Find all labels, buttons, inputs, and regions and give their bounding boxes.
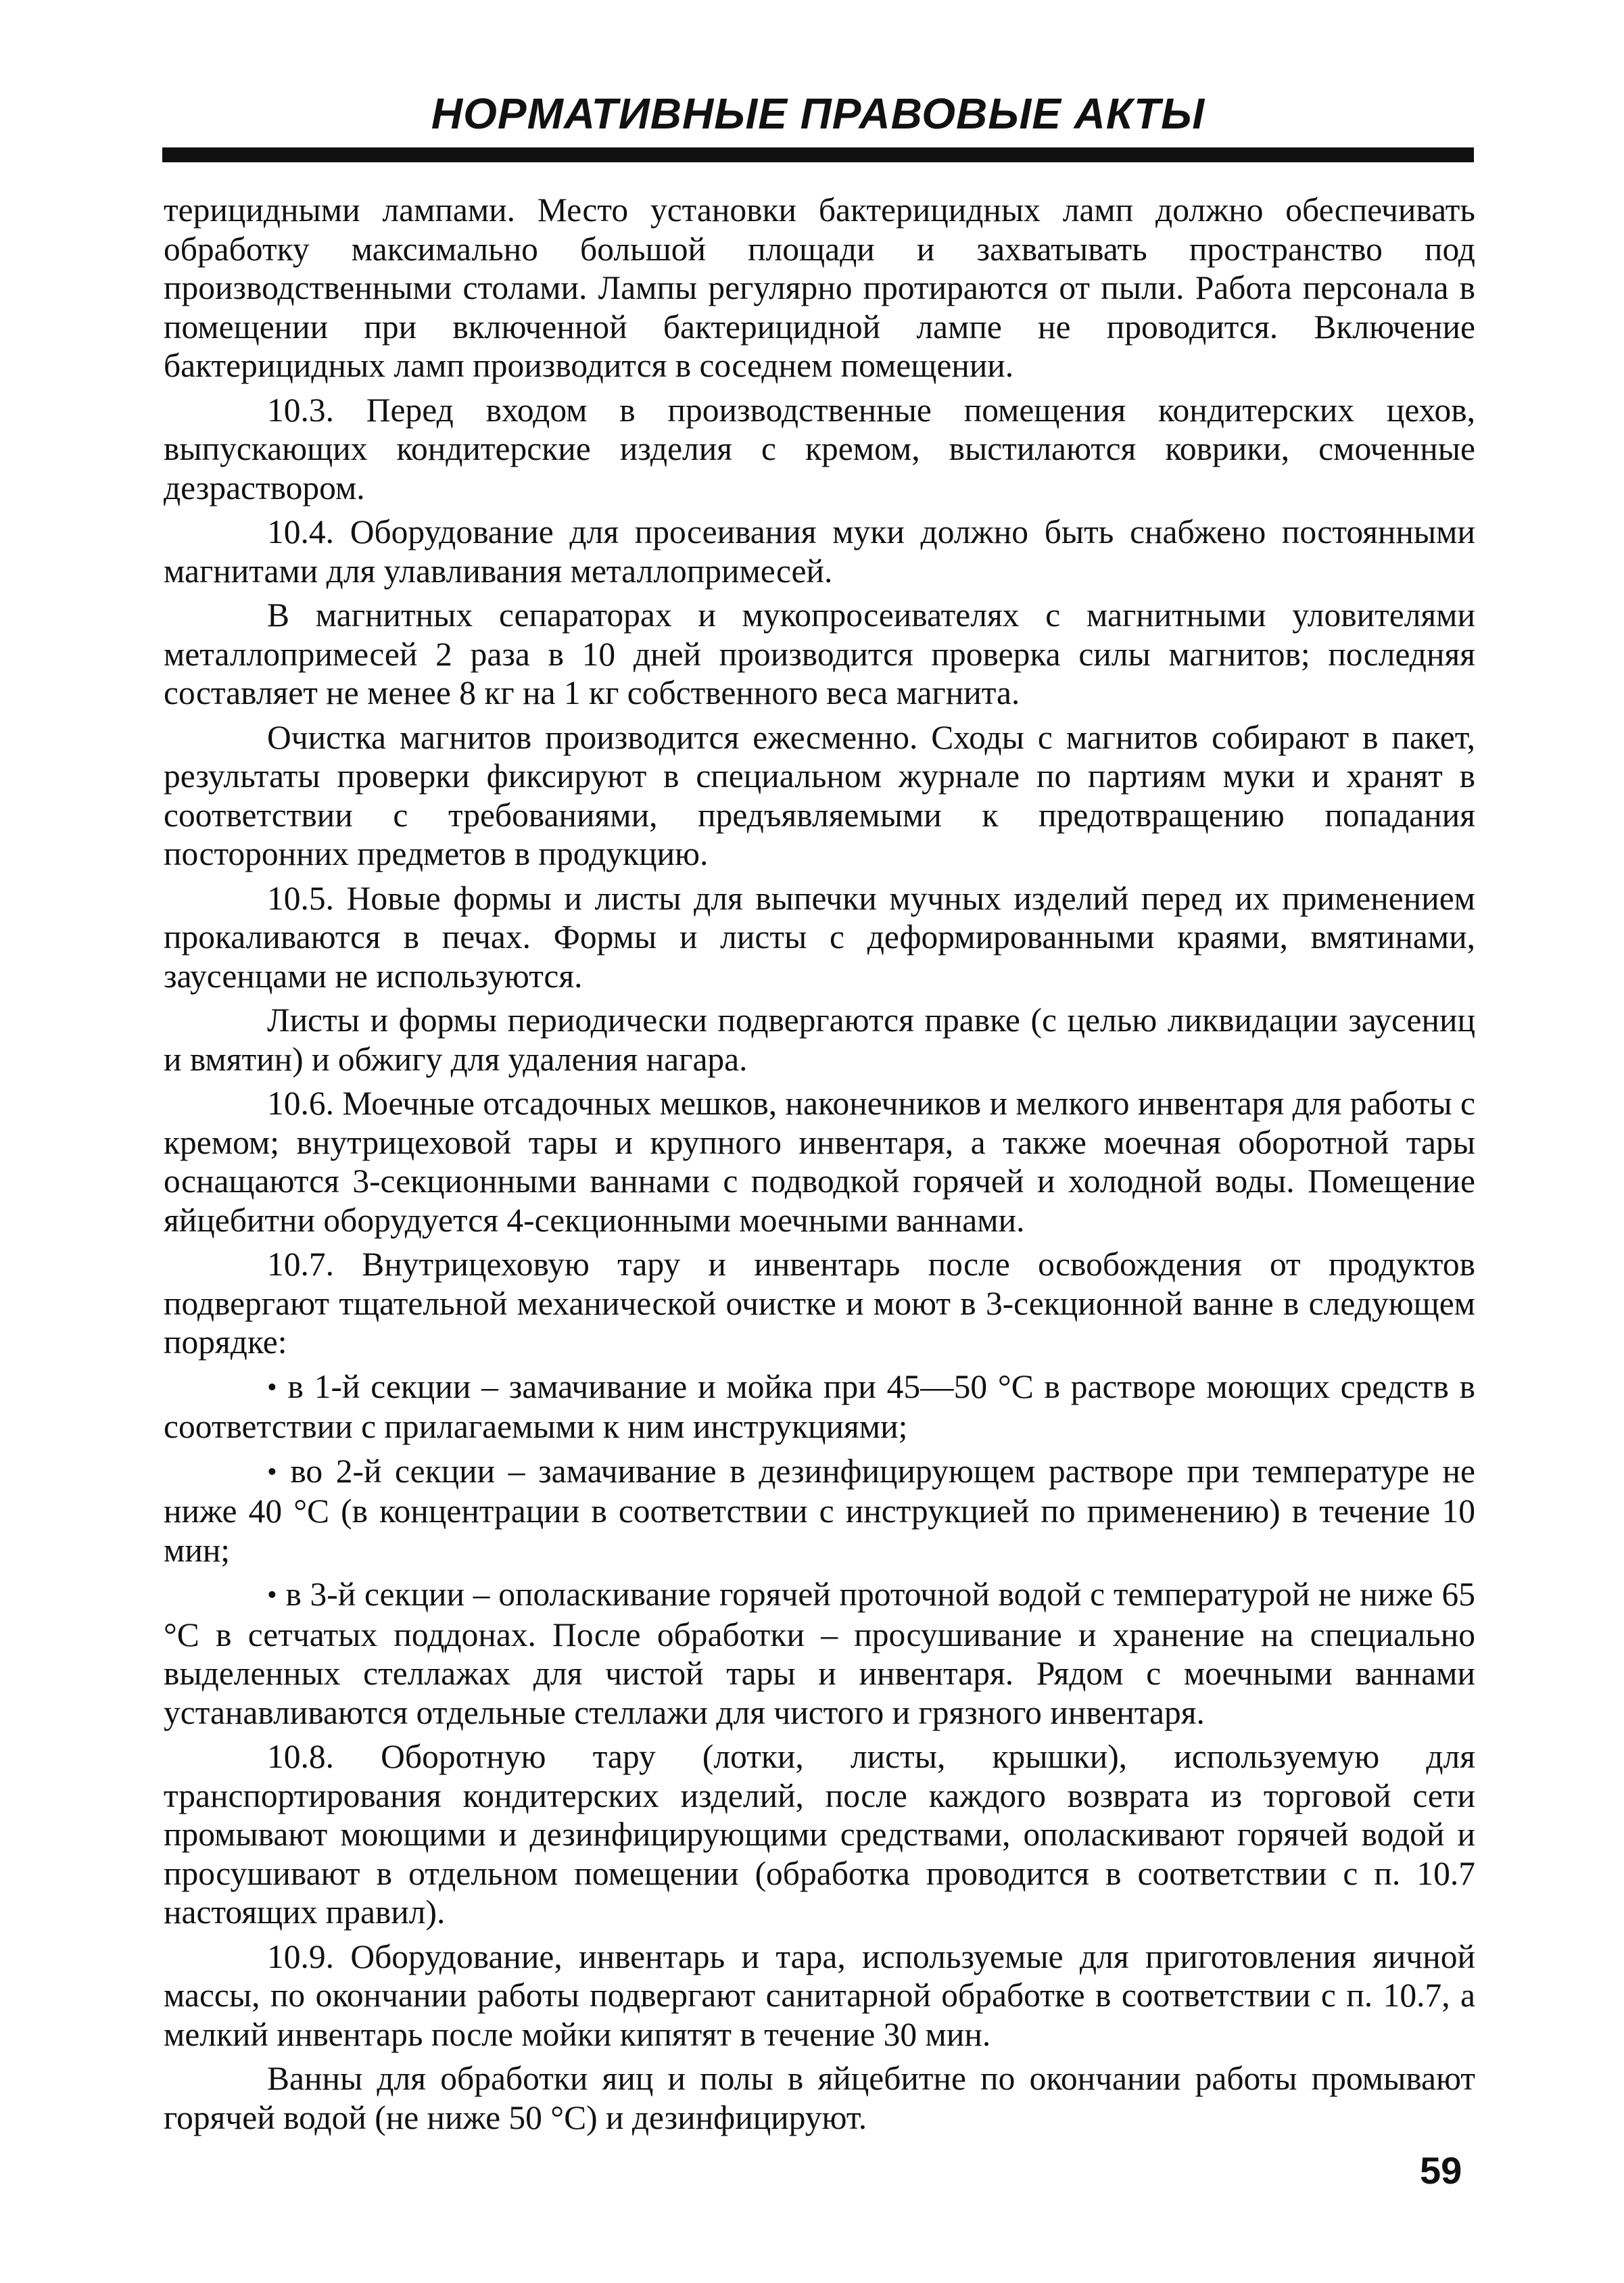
paragraph-magnet-cleaning: Очистка магнитов производится ежесменно. Сходы с магнитов собирают в пакет, результаты проверки фиксируют в специальном журнале по партиям муки и хранят в соответствии с требованиями, предъявляемыми к предотвращению попадания посторонних предметов в продукцию. bbox=[164, 718, 1475, 872]
list-item-text: в 3-й секции – ополаскивание горячей проточной водой с температурой не ниже 65 °С в сетчатых поддонах. После обработки – просушивание и хранение на специально выделенных стеллажах для чистой тары и инвентаря. Рядом с моечными ваннами устанавливаются отдельные стеллажи для чистого и грязного инвентаря. bbox=[164, 1576, 1475, 1731]
page-number: 59 bbox=[1420, 2149, 1462, 2192]
list-item-section-2 bbox=[164, 1452, 1475, 1570]
paragraph-10-9: 10.9. Оборудование, инвентарь и тара, используемые для приготовления яичной массы, по окончании работы подвергают санитарной обработке в соответствии с п. 10.7, а мелкий инвентарь после мойки кипятят в течение 30 мин. bbox=[164, 1937, 1475, 2053]
paragraph-10-7: 10.7. Внутрицеховую тару и инвентарь после освобождения от продуктов подвергают тщательной механической очистке и моют в 3-секционной ванне в следующем порядке: bbox=[164, 1246, 1475, 1361]
bullet-icon: • bbox=[267, 1456, 277, 1488]
list-item-text: во 2-й секции – замачивание в дезинфицирующем растворе при температуре не ниже 40 °С (в концентрации в соответствии с инструкцией по применению) в течение 10 мин; bbox=[164, 1452, 1475, 1569]
list-item-section-1 bbox=[164, 1367, 1475, 1446]
running-header: НОРМАТИВНЫЕ ПРАВОВЫЕ АКТЫ bbox=[431, 89, 1205, 138]
paragraph-magnetic-separators: В магнитных сепараторах и мукопросеивателях с магнитными уловителями металлопримесей 2 раза в 10 дней производится проверка силы магнитов; последняя составляет не менее 8 кг на 1 кг собственного веса магнита. bbox=[164, 596, 1475, 711]
body-text bbox=[164, 191, 1475, 2142]
bullet-icon: • bbox=[267, 1580, 277, 1611]
bullet-icon: • bbox=[267, 1371, 277, 1403]
paragraph-10-8: 10.8. Оборотную тару (лотки, листы, крышки), используемую для транспортирования кондитерских изделий, после каждого возврата из торговой сети промывают моющими и дезинфицирующими средствами, ополаскивают горячей водой и просушивают в отдельном помещении (обработка проводится в соответствии с п. 10.7 настоящих правил). bbox=[164, 1738, 1475, 1931]
paragraph-10-3: 10.3. Перед входом в производственные помещения кондитерских цехов, выпускающих кондитерские изделия с кремом, выстилаются коврики, смоченные дезраствором. bbox=[164, 391, 1475, 507]
paragraph-10-5: 10.5. Новые формы и листы для выпечки мучных изделий перед их применением прокаливаются в печах. Формы и листы с деформированными краями, вмятинами, заусенцами не используются. bbox=[164, 879, 1475, 995]
paragraph-10-4: 10.4. Оборудование для просеивания муки должно быть снабжено постоянными магнитами для улавливания металлопримесей. bbox=[164, 513, 1475, 590]
paragraph-10-6: 10.6. Моечные отсадочных мешков, наконечников и мелкого инвентаря для работы с кремом; внутрицеховой тары и крупного инвентаря, а также моечная оборотной тары оснащаются 3-секционными ваннами с подводкой горячей и холодной воды. Помещение яйцебитни оборудуется 4-секционными моечными ваннами. bbox=[164, 1085, 1475, 1239]
list-item-text: в 1-й секции – замачивание и мойка при 45—50 °С в растворе моющих средств в соответствии с прилагаемыми к ним инструкциями; bbox=[164, 1367, 1476, 1445]
paragraph-sheets-forms: Листы и формы периодически подвергаются правке (с целью ликвидации заусениц и вмятин) и обжигу для удаления нагара. bbox=[164, 1002, 1475, 1078]
list-item-section-3 bbox=[164, 1575, 1475, 1732]
paragraph-egg-baths: Ванны для обработки яиц и полы в яйцебитне по окончании работы промывают горячей водой (не ниже 50 °С) и дезинфицируют. bbox=[164, 2060, 1475, 2136]
header-rule bbox=[162, 147, 1474, 162]
paragraph-continuation: терицидными лампами. Место установки бактерицидных ламп должно обеспечивать обработку максимально большой площади и захватывать пространство под производственными столами. Лампы регулярно протираются от пыли. Работа персонала в помещении при включенной бактерицидной лампе не проводится. Включение бактерицидных ламп производится в соседнем помещении. bbox=[164, 191, 1475, 384]
